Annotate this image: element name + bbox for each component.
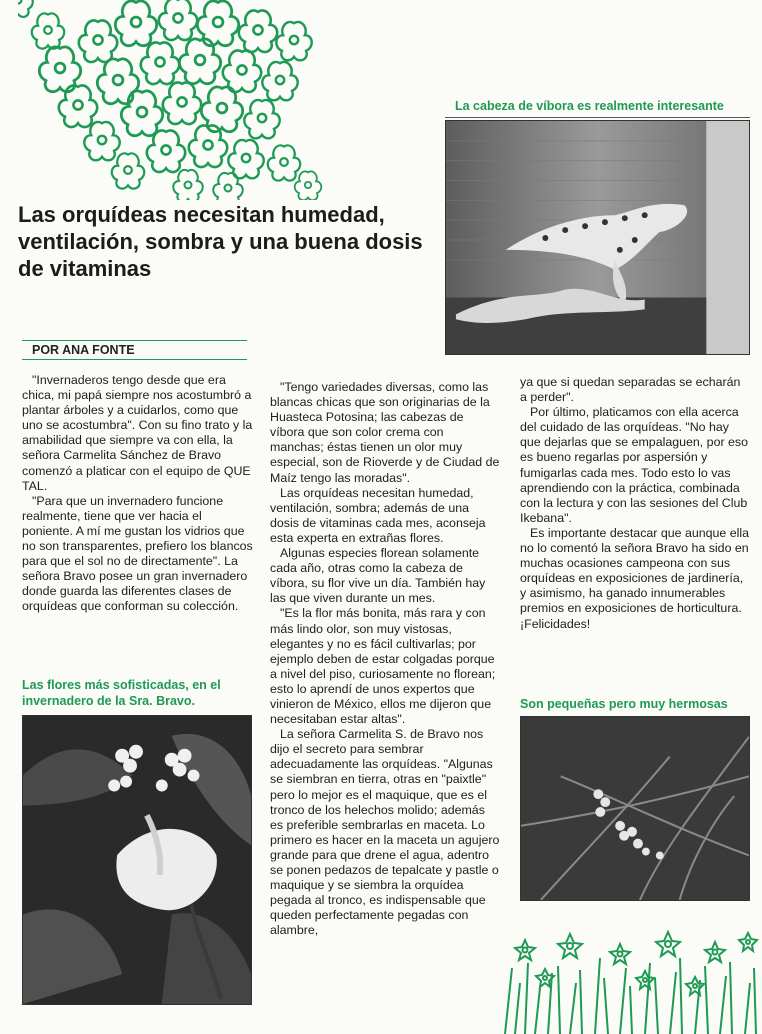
paragraph: La señora Carmelita S. de Bravo nos dijo el secreto para sembrar adecuadamente las orquídeas. "Algunas se siembran en tierra, otras en "paixtle" pero lo mejor es el maquique, que es el tronco de los helechos molido; además es preferible sembrarlas en maceta. Lo primero es hacer en la maceta un agujero grande para que drene el agua, adentro se ponen pedazos de tepalcate y pastle o maquique y se siembra la orquídea pegada al tronco, es indispensable que queden perfectamente pegadas con alambre, [270,727,500,938]
photo-caption-bottom-left: Las flores más sofisticadas, en el invernadero de la Sra. Bravo. [22,678,221,708]
photo-caption-top-right: La cabeza de víbora es realmente interesante [455,99,724,113]
text-column-2 [270,380,500,938]
byline-text: POR ANA FONTE [32,343,135,357]
text-column-3 [520,375,750,632]
flower-photo-bottom-left [22,715,252,1005]
orchid-photo-bottom-right [520,716,750,901]
grass-flowers-decoration [500,928,762,1034]
paragraph: "Tengo variedades diversas, como las blancas chicas que son originarias de la Huasteca Potosina; las cabezas de víbora que son color crema con manchas; éstas tienen un olor muy especial, son de Rioverde y de Ciudad de Maíz tengo las moradas". [270,380,500,485]
photo-caption-bottom-right: Son pequeñas pero muy hermosas [520,697,728,711]
paragraph: Las orquídeas necesitan humedad, ventilación, sombra; además de una dosis de vitaminas cada mes, aconseja esta experta en extrañas flores. [270,485,486,545]
paragraph: "Invernaderos tengo desde que era chica, mi papá siempre nos acostumbró a plantar árboles y a cuidarlos, como que uno se acostumbra". Con su fino trato y la amabilidad que siempre va con ella, la señora Carmelita Sánchez de Bravo comenzó a platicar con el equipo de QUE TAL. [22,373,253,493]
paragraph: "Es la flor más bonita, más rara y con más lindo olor, son muy vistosas, elegantes y no es fácil cultivarlas; por ejemplo deben de estar colgadas porque a nivel del piso, curiosamente no florean; esto lo aprendí de unos expertos que vinieron de México, ellos me dijeron que necesitaban estar altas". [270,606,496,727]
flower-pattern-decoration [18,0,324,200]
paragraph: ya que si quedan separadas se echarán a perder". [520,375,741,405]
paragraph: Algunas especies florean solamente cada año, otras como la cabeza de víbora, su flor vive un día. También hay las que viven durante un mes. [270,546,486,606]
paragraph: Es importante destacar que aunque ella no lo comentó la señora Bravo ha sido en muchas ocasiones campeona con sus orquídeas en exposiciones de jardinería, y asimismo, ha ganado innumerables premios en exposiciones de horticultura. ¡Felicidades! [520,525,750,631]
article-headline: Las orquídeas necesitan humedad, ventilación, sombra y una buena dosis de vitaminas [18,202,423,281]
byline [22,340,247,360]
paragraph: "Para que un invernadero funcione realmente, tiene que ver hacia el poniente. A mí me gustan los vidrios que no son transparentes, prefiero los blancos para que el sol no de directamente". La señora Bravo posee un gran invernadero donde guarda las diferentes clases de orquídeas que conforman su colección. [22,493,253,614]
paragraph: Por último, platicamos con ella acerca del cuidado de las orquídeas. "No hay que dejarlas que se empalaguen, por eso es bueno regarlas por aspersión y fumigarlas cada mes. Todo esto lo vas aprendiendo con la práctica, combinada con la lectura y con las sesiones del Club Ikebana". [520,405,749,525]
orchid-photo-top-right [445,120,750,355]
text-column-1 [22,373,254,615]
caption-rule [445,117,750,118]
